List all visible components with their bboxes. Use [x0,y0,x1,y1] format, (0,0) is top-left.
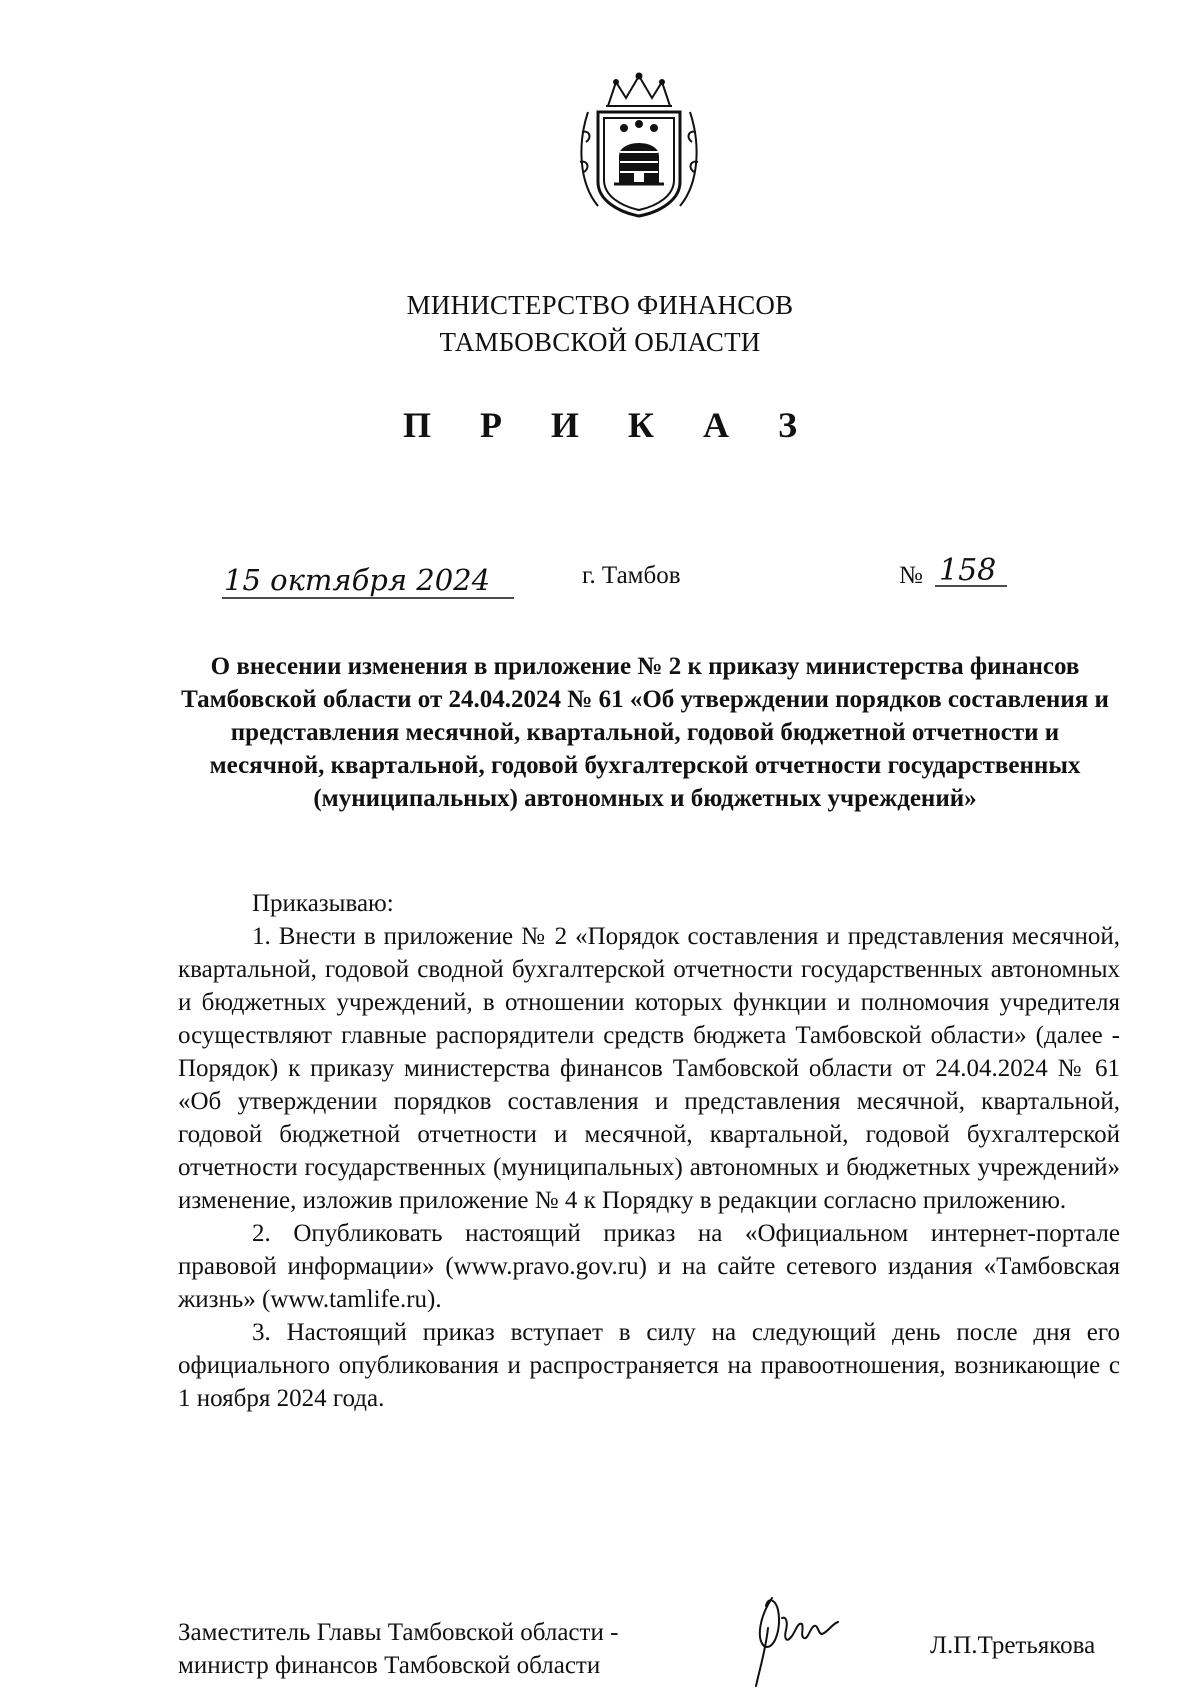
signer-name: Л.П.Третьякова [930,1632,1096,1659]
body-paragraph-3: 3. Настоящий приказ вступает в силу на следующий день после дня его официального опубликования и распространяется на правоотношения, возникающие с 1 ноября 2024 года. [178,1319,1120,1412]
signer-position-line-1: Заместитель Главы Тамбовской области - [178,1619,619,1646]
body-paragraph-1: 1. Внести в приложение № 2 «Порядок составления и представления месячной, квартальной, годовой сводной бухгалтерской отчетности государственных автономных и бюджетных учреждений, в отношении которых функции и полномочия учредителя осуществляют главные распорядители средств бюджета Тамбовской области» (далее - Порядок) к приказу министерства финансов Тамбовской области от 24.04.2024 № 61 «Об утверждении порядков составления и представления месячной, квартальной, годовой бюджетной отчетности и месячной, квартальной, годовой бухгалтерской отчетности государственных (муниципальных) автономных и бюджетных учреждений» изменение, изложив приложение № 4 к Порядку в редакции согласно приложению. [178,923,1120,1214]
signer-position-line-2: министр финансов Тамбовской области [178,1652,601,1679]
handwritten-document-number [933,550,1013,594]
ministry-name [300,287,900,361]
document-body [178,887,1120,1415]
document-city: г. Тамбов [582,562,681,589]
ministry-line-2: ТАМБОВСКОЙ ОБЛАСТИ [439,327,761,357]
body-paragraph-2: 2. Опубликовать настоящий приказ на «Официальном интернет-портале правовой информации» (www.pravo.gov.ru) и на сайте сетевого издания «Тамбовская жизнь» (www.tamlife.ru). [178,1220,1120,1313]
handwritten-signature [742,1588,882,1688]
document-heading: О внесении изменения в приложение № 2 к приказу министерства финансов Тамбовской области от 24.04.2024 № 61 «Об утверждении порядков составления и представления месячной, квартальной, годовой бюджетной отчетности и месячной, квартальной, годовой бухгалтерской отчетности государственных (муниципальных) автономных и бюджетных учреждений» [181,653,1109,812]
document-type-title: П Р И К А З [402,405,818,445]
svg-text:15 октября 2024: 15 октября 2024 [224,563,491,597]
svg-text:158: 158 [939,553,997,588]
document-number-label: № [899,562,923,589]
ministry-line-1: МИНИСТЕРСТВО ФИНАНСОВ [406,290,794,320]
tambov-coat-of-arms-emblem [568,72,710,220]
handwritten-date [218,556,518,606]
signer-position [178,1616,618,1682]
body-intro: Приказываю: [252,890,394,917]
